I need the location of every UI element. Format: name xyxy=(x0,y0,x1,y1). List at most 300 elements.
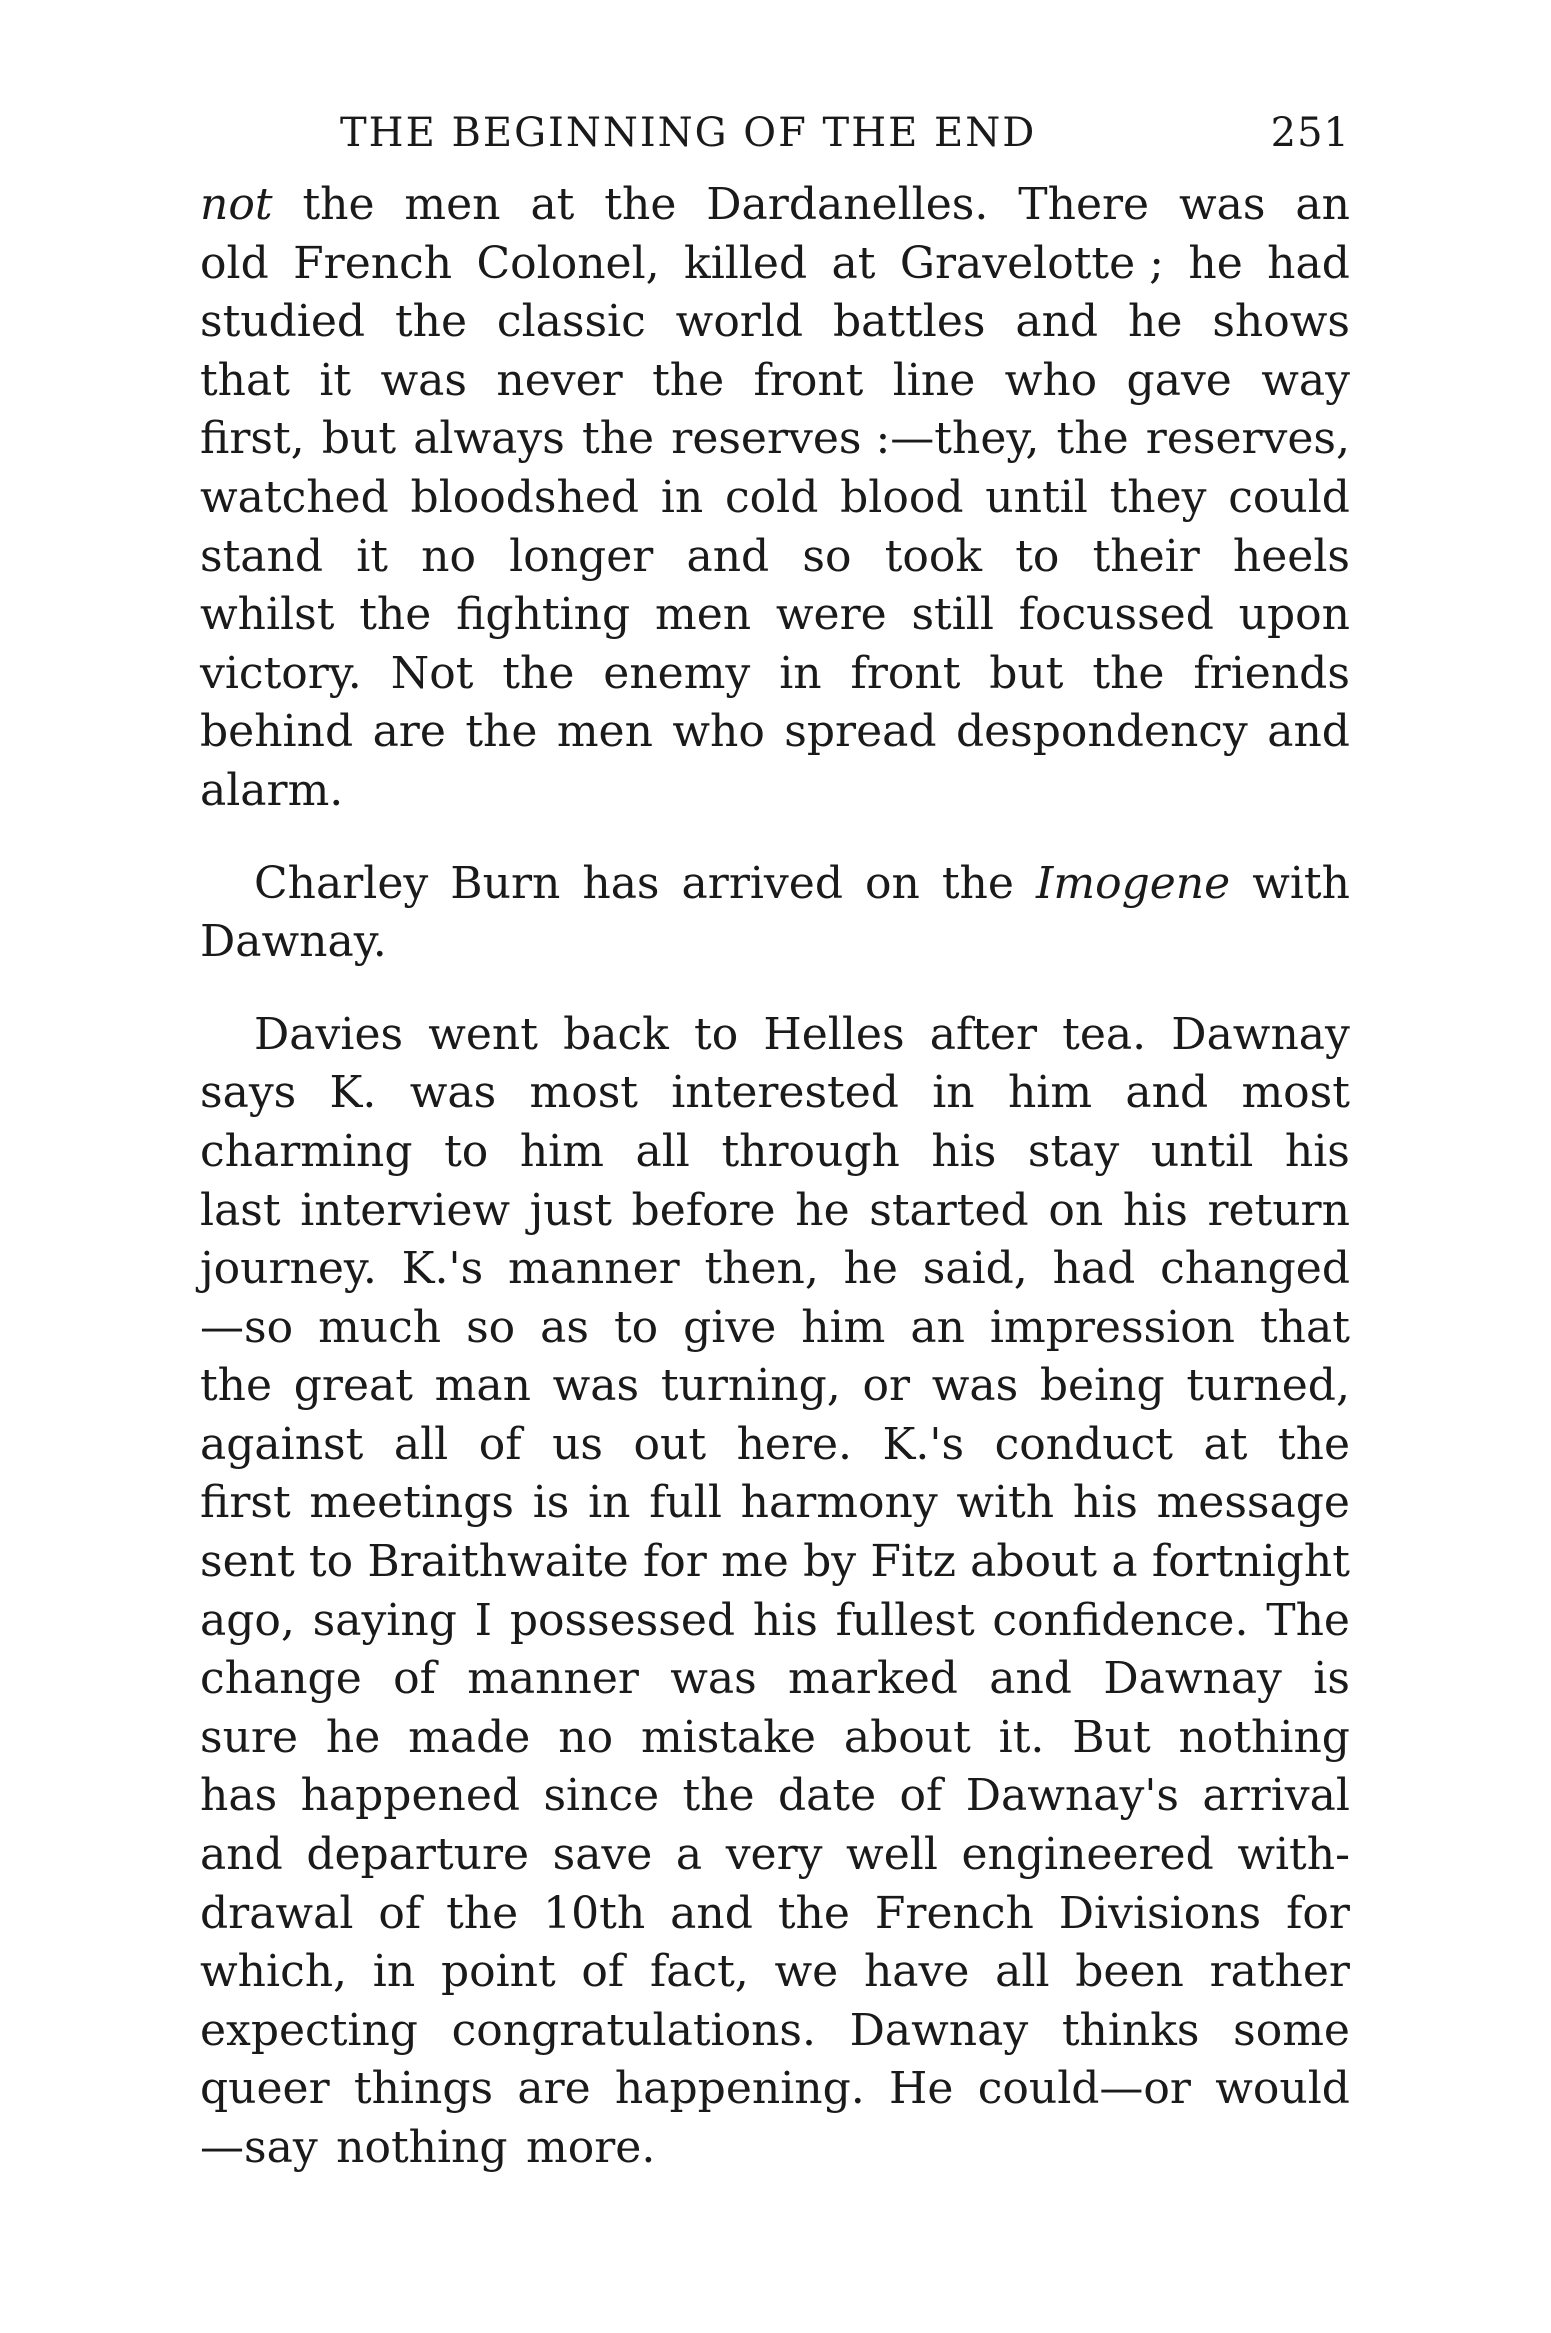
word: so xyxy=(802,530,852,582)
word: of xyxy=(478,1418,522,1470)
word: were xyxy=(775,589,887,641)
text-line xyxy=(200,1767,1350,1826)
word: thinks xyxy=(1061,2004,1200,2056)
word: until xyxy=(985,471,1088,523)
word: before xyxy=(631,1184,776,1236)
word: or xyxy=(862,1360,910,1412)
word: date xyxy=(778,1770,877,1822)
word: that xyxy=(200,354,290,406)
paragraph-gap xyxy=(200,821,1350,855)
word: Dardanelles. xyxy=(706,179,989,230)
word: much xyxy=(318,1301,442,1353)
word: his xyxy=(752,1594,818,1646)
word: K. xyxy=(329,1067,377,1119)
word: gave xyxy=(1126,354,1232,406)
word: all xyxy=(635,1125,690,1177)
word: to xyxy=(1015,530,1060,582)
word: enemy xyxy=(603,647,751,699)
word: happening. xyxy=(614,2063,865,2115)
word: him xyxy=(801,1301,886,1353)
word: as xyxy=(540,1301,589,1353)
word: about xyxy=(843,1711,971,1763)
word: world xyxy=(675,296,804,348)
text-line xyxy=(200,1299,1350,1358)
word: against xyxy=(200,1418,364,1470)
word: about xyxy=(970,1536,1098,1588)
word: are xyxy=(372,706,446,758)
word: then, xyxy=(704,1243,819,1295)
text-line xyxy=(200,1474,1350,1533)
word: men xyxy=(654,589,752,641)
word: it xyxy=(319,354,352,406)
text-line xyxy=(200,913,1350,972)
word: said, xyxy=(922,1243,1028,1295)
word: his xyxy=(1122,1184,1188,1236)
word: for xyxy=(643,1536,707,1588)
word: could—or xyxy=(977,2063,1191,2115)
word: no xyxy=(421,530,476,582)
word: The xyxy=(1266,1594,1350,1646)
word: says xyxy=(200,1067,297,1119)
word: saying xyxy=(312,1594,457,1646)
word: Imogene xyxy=(1035,857,1231,909)
text-line xyxy=(200,1650,1350,1709)
word: his xyxy=(931,1125,997,1177)
word: Dawnay xyxy=(1171,1008,1350,1060)
word: would xyxy=(1215,2063,1350,2115)
word: the xyxy=(302,179,375,230)
word: first, xyxy=(200,413,305,465)
paragraph xyxy=(200,855,1350,972)
text-line xyxy=(200,1240,1350,1299)
text-line xyxy=(200,1123,1350,1182)
word: Burn xyxy=(450,857,561,909)
word: most xyxy=(529,1067,638,1119)
word: in xyxy=(779,647,822,699)
word: who xyxy=(1004,354,1098,406)
word: well xyxy=(846,1829,938,1881)
text-line xyxy=(200,1064,1350,1123)
word: full xyxy=(649,1477,722,1529)
word: mistake xyxy=(640,1711,816,1763)
word: never xyxy=(496,354,623,406)
word: the xyxy=(1277,1418,1350,1470)
word: charming xyxy=(200,1125,413,1177)
word: happened xyxy=(300,1770,521,1822)
word: bloodshed xyxy=(410,471,640,523)
word: arrival xyxy=(1202,1770,1350,1822)
text-line xyxy=(200,352,1350,411)
word: was xyxy=(931,1360,1019,1412)
word: which, xyxy=(200,1946,348,1998)
word: always xyxy=(413,413,565,465)
word: watched xyxy=(200,471,389,523)
word: through xyxy=(721,1125,900,1177)
word: and xyxy=(1125,1067,1209,1119)
word: killed xyxy=(684,237,808,289)
word: friends xyxy=(1193,647,1350,699)
text-line xyxy=(200,176,1350,235)
word: a xyxy=(675,1829,703,1881)
word: harmony xyxy=(740,1477,938,1529)
word: But xyxy=(1072,1711,1151,1763)
word: despondency xyxy=(955,706,1248,758)
text-line xyxy=(200,586,1350,645)
word: upon xyxy=(1238,589,1350,641)
word: manner xyxy=(507,1243,680,1295)
text-line xyxy=(200,762,1350,821)
word: the xyxy=(200,1360,273,1412)
word: fighting xyxy=(456,589,631,641)
word: for xyxy=(1286,1887,1350,1939)
word: he xyxy=(1188,237,1243,289)
word: since xyxy=(543,1770,660,1822)
word: message xyxy=(1156,1477,1350,1529)
word: confidence. xyxy=(992,1594,1249,1646)
word: in xyxy=(660,471,704,523)
text-line xyxy=(200,1943,1350,2002)
word: very xyxy=(725,1829,823,1881)
word: was xyxy=(552,1360,640,1412)
running-header xyxy=(340,110,1350,176)
text-line xyxy=(200,2002,1350,2061)
word: went xyxy=(428,1008,538,1060)
word: and xyxy=(1015,296,1099,348)
word: by xyxy=(803,1536,857,1588)
word: victory. xyxy=(200,647,362,699)
word: Braithwaite xyxy=(367,1536,629,1588)
word: Dawnay xyxy=(849,2004,1029,2056)
word: Not xyxy=(390,647,474,699)
running-title: THE BEGINNING OF THE END xyxy=(340,110,1037,156)
word: his xyxy=(1072,1477,1138,1529)
word: here. xyxy=(736,1418,853,1470)
word: just xyxy=(529,1184,612,1236)
word: he xyxy=(1128,296,1183,348)
word: blood xyxy=(840,471,964,523)
word: nothing xyxy=(1178,1711,1350,1763)
word: it. xyxy=(998,1711,1045,1763)
text-line xyxy=(200,469,1350,528)
word: sent xyxy=(200,1536,295,1588)
text-line xyxy=(200,2060,1350,2119)
word: is xyxy=(532,1477,570,1529)
word: until xyxy=(1150,1125,1254,1177)
word: the xyxy=(359,589,432,641)
word: and xyxy=(670,1887,753,1939)
word: last xyxy=(200,1184,281,1236)
word: but xyxy=(321,413,397,465)
word: in xyxy=(932,1067,975,1119)
word: Davies xyxy=(254,1008,404,1060)
word: the xyxy=(652,354,725,406)
word: longer xyxy=(509,530,654,582)
word: out xyxy=(633,1418,707,1470)
text-line xyxy=(200,1357,1350,1416)
word: journey. xyxy=(200,1243,377,1295)
word: could xyxy=(1228,471,1350,523)
word: made xyxy=(408,1711,531,1763)
word: and xyxy=(1267,706,1350,758)
word: French xyxy=(293,237,453,289)
word: of xyxy=(378,1887,422,1939)
word: to xyxy=(694,1008,739,1060)
word: was xyxy=(380,354,467,406)
word: conduct xyxy=(994,1418,1173,1470)
word: so xyxy=(466,1301,516,1353)
word: —so xyxy=(200,1301,294,1353)
word: it xyxy=(356,530,388,582)
word: back xyxy=(563,1008,669,1060)
word: more. xyxy=(526,2122,656,2173)
book-page xyxy=(200,110,1350,2178)
word: in xyxy=(588,1477,631,1529)
word: his xyxy=(1284,1125,1350,1177)
word: things xyxy=(353,2063,494,2115)
word: Dawnay. xyxy=(200,916,387,968)
word: had xyxy=(1052,1243,1136,1295)
word: old xyxy=(200,237,269,289)
word: at xyxy=(530,179,575,230)
word: Helles xyxy=(763,1008,905,1060)
text-line xyxy=(200,1592,1350,1651)
word: all xyxy=(995,1946,1050,1998)
word: on xyxy=(1048,1184,1104,1236)
word: change xyxy=(200,1653,362,1705)
word: him xyxy=(1007,1067,1093,1119)
word: are xyxy=(517,2063,591,2115)
word: sure xyxy=(200,1711,298,1763)
word: fortnight xyxy=(1151,1536,1350,1588)
word: we xyxy=(774,1946,839,1998)
word: the xyxy=(777,1887,850,1939)
word: to xyxy=(613,1301,659,1353)
word: being xyxy=(1039,1360,1165,1412)
word: Gravelotte ; xyxy=(899,237,1164,289)
word: had xyxy=(1267,237,1350,289)
word: some xyxy=(1233,2004,1350,2056)
word: meetings xyxy=(309,1477,514,1529)
word: queer xyxy=(200,2063,330,2115)
word: a xyxy=(1111,1536,1138,1588)
word: no xyxy=(558,1711,614,1763)
word: classic xyxy=(496,296,646,348)
word: expecting xyxy=(200,2004,418,2056)
text-line xyxy=(200,528,1350,587)
word: their xyxy=(1092,530,1200,582)
word: the xyxy=(682,1770,755,1822)
word: still xyxy=(911,589,994,641)
word: nothing xyxy=(336,2122,508,2173)
text-line xyxy=(200,410,1350,469)
word: the xyxy=(502,647,575,699)
text-line xyxy=(200,855,1350,914)
word: marked xyxy=(788,1653,958,1705)
word: an xyxy=(1295,179,1350,230)
word: but xyxy=(989,647,1064,699)
word: interested xyxy=(671,1067,899,1119)
word: fact, xyxy=(649,1946,749,1998)
word: tea. xyxy=(1062,1008,1147,1060)
word: manner xyxy=(467,1653,639,1705)
word: has xyxy=(582,857,660,909)
word: started xyxy=(869,1184,1029,1236)
word: the xyxy=(1056,413,1129,465)
word: the xyxy=(446,1887,519,1939)
word: on xyxy=(865,857,920,909)
word: of xyxy=(581,1946,625,1998)
word: I xyxy=(474,1594,493,1646)
word: whilst xyxy=(200,589,335,641)
word: that xyxy=(1260,1301,1350,1353)
word: men xyxy=(404,179,501,230)
word: all xyxy=(393,1418,449,1470)
word: alarm. xyxy=(200,764,344,816)
word: Fitz xyxy=(870,1536,956,1588)
text-line xyxy=(200,293,1350,352)
word: to xyxy=(308,1536,354,1588)
word: with xyxy=(956,1477,1055,1529)
word: front xyxy=(753,354,864,406)
word: and xyxy=(200,1829,283,1881)
word: Divisions xyxy=(1058,1887,1262,1939)
word: French xyxy=(874,1887,1034,1939)
word: cold xyxy=(725,471,819,523)
word: engineered xyxy=(961,1829,1214,1881)
word: arrived xyxy=(681,857,843,909)
word: not xyxy=(200,179,273,230)
word: departure xyxy=(306,1829,530,1881)
word: and xyxy=(989,1653,1072,1705)
word: is xyxy=(1313,1653,1350,1705)
word: us xyxy=(552,1418,603,1470)
paragraph xyxy=(200,1006,1350,2178)
word: most xyxy=(1241,1067,1350,1119)
word: studied xyxy=(200,296,366,348)
page-number: 251 xyxy=(1270,110,1350,156)
word: Colonel, xyxy=(476,237,660,289)
text-line xyxy=(200,1885,1350,1944)
word: of xyxy=(899,1770,943,1822)
word: changed xyxy=(1160,1243,1350,1295)
paragraph xyxy=(200,176,1350,821)
word: at xyxy=(831,237,876,289)
word: the xyxy=(941,857,1014,909)
word: the xyxy=(394,296,468,348)
word: the xyxy=(604,179,677,230)
word: 10th xyxy=(543,1887,646,1939)
text-line xyxy=(200,703,1350,762)
text-line xyxy=(200,1533,1350,1592)
paragraph-gap xyxy=(200,972,1350,1006)
word: man xyxy=(434,1360,531,1412)
word: was xyxy=(670,1653,757,1705)
word: way xyxy=(1261,354,1350,406)
word: have xyxy=(863,1946,970,1998)
text-line xyxy=(200,1006,1350,1065)
text-line xyxy=(200,1826,1350,1885)
word: he xyxy=(325,1711,381,1763)
word: with xyxy=(1252,857,1350,909)
word: after xyxy=(929,1008,1037,1060)
word: been xyxy=(1075,1946,1184,1998)
word: drawal xyxy=(200,1887,354,1939)
word: interview xyxy=(300,1184,511,1236)
word: —say xyxy=(200,2122,318,2173)
word: was xyxy=(409,1067,497,1119)
word: turning, xyxy=(660,1360,841,1412)
word: has xyxy=(200,1770,278,1822)
word: at xyxy=(1203,1418,1248,1470)
word: give xyxy=(683,1301,777,1353)
word: He xyxy=(889,2063,954,2115)
text-line xyxy=(200,1182,1350,1241)
body-text xyxy=(200,176,1350,2178)
word: line xyxy=(892,354,976,406)
word: with- xyxy=(1237,1829,1350,1881)
word: behind xyxy=(200,706,354,758)
word: the xyxy=(582,413,655,465)
word: battles xyxy=(833,296,986,348)
word: great xyxy=(293,1360,413,1412)
word: who xyxy=(672,706,765,758)
word: to xyxy=(444,1125,489,1177)
text-line xyxy=(200,645,1350,704)
word: ago, xyxy=(200,1594,295,1646)
word: of xyxy=(393,1653,436,1705)
word: There xyxy=(1018,179,1150,230)
word: first xyxy=(200,1477,291,1529)
word: congratulations. xyxy=(451,2004,816,2056)
word: reserves :—they, xyxy=(671,413,1040,465)
word: heels xyxy=(1232,530,1350,582)
word: was xyxy=(1179,179,1266,230)
word: Charley xyxy=(254,857,429,909)
word: K.'s xyxy=(882,1418,965,1470)
word: front xyxy=(850,647,961,699)
word: and xyxy=(686,530,770,582)
word: rather xyxy=(1209,1946,1350,1998)
word: he xyxy=(843,1243,898,1295)
word: shows xyxy=(1212,296,1350,348)
word: fullest xyxy=(835,1594,975,1646)
word: point xyxy=(440,1946,556,1998)
word: Dawnay's xyxy=(965,1770,1179,1822)
word: focussed xyxy=(1018,589,1214,641)
word: the xyxy=(465,706,538,758)
text-line xyxy=(200,1709,1350,1768)
word: possessed xyxy=(509,1594,736,1646)
word: the xyxy=(1092,647,1165,699)
word: an xyxy=(910,1301,965,1353)
word: reserves, xyxy=(1145,413,1350,465)
word: K.'s xyxy=(401,1243,484,1295)
word: took xyxy=(884,530,983,582)
word: me xyxy=(721,1536,789,1588)
word: impression xyxy=(989,1301,1236,1353)
word: turned, xyxy=(1186,1360,1350,1412)
text-line xyxy=(200,1416,1350,1475)
word: men xyxy=(556,706,653,758)
word: save xyxy=(552,1829,653,1881)
word: stay xyxy=(1027,1125,1120,1177)
word: they xyxy=(1109,471,1207,523)
word: stand xyxy=(200,530,323,582)
word: in xyxy=(372,1946,416,1998)
word: return xyxy=(1207,1184,1350,1236)
text-line xyxy=(200,2119,1350,2178)
word: him xyxy=(519,1125,604,1177)
